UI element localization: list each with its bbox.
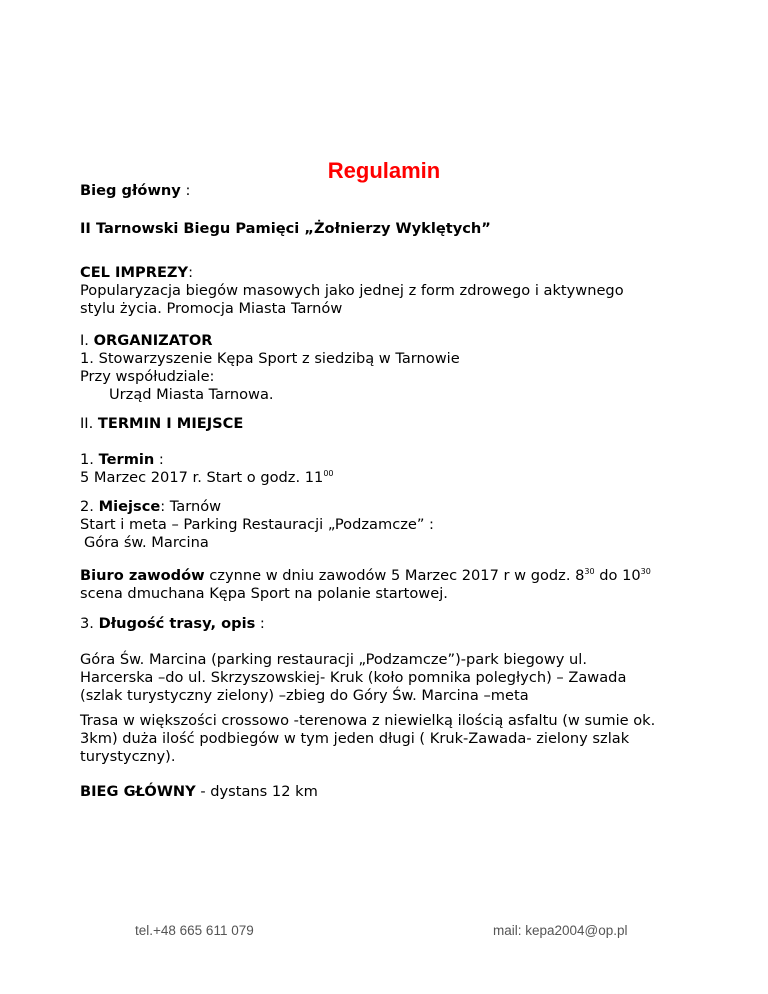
organizer-line-2: Przy współudziale: [80,368,215,385]
term-place-number: II. [80,415,98,432]
place-text: : Tarnów [160,498,222,515]
office-line-2: scena dmuchana Kępa Sport na polanie startowej. [80,585,448,602]
office-label: Biuro zawodów [80,567,205,584]
footer-mail: mail: kepa2004@op.pl [493,923,628,938]
goal-line-2: stylu życia. Promocja Miasta Tarnów [80,300,343,317]
route-colon: : [255,615,265,632]
route-p2-line-2: 3km) duża ilość podbiegów w tym jeden długi ( Kruk-Zawada- zielony szlak [80,730,630,747]
term-section [80,451,720,487]
goal-line-1: Popularyzacja biegów masowych jako jednej z form zdrowego i aktywnego [80,282,624,299]
office-mid: do 10 [594,567,641,584]
race-name-line [80,220,720,238]
main-race-label: BIEG GŁÓWNY [80,783,196,800]
goal-heading: CEL IMPREZY [80,264,189,281]
place-label: Miejsce [98,498,161,515]
route-p2-line-1: Trasa w większości crossowo -terenowa z niewielką ilością asfaltu (w sumie ok. [80,712,656,729]
route-number: 3. [80,615,99,632]
route-p1-line-1: Góra Św. Marcina (parking restauracji „Podzamcze”)-park biegowy ul. [80,651,587,668]
term-place-heading-line [80,415,720,433]
route-p2-line-3: turystyczny). [80,748,176,765]
office-text: czynne w dniu zawodów 5 Marzec 2017 r w godz. 8 [204,567,585,584]
office-section [80,567,720,603]
main-race-line [80,783,720,801]
race-label-line [80,182,720,200]
race-label: Bieg główny [80,182,181,199]
organizer-heading: ORGANIZATOR [93,332,213,349]
term-colon: : [154,451,164,468]
race-name: II Tarnowski Biegu Pamięci „Żołnierzy Wyklętych” [80,220,491,237]
term-place-heading: TERMIN I MIEJSCE [97,415,244,432]
route-p1-line-2: Harcerska –do ul. Skrzyszowskiej- Kruk (koło pomnika poległych) – Zawada [80,669,627,686]
route-label: Długość trasy, opis [98,615,256,632]
footer-phone: tel.+48 665 611 079 [135,923,254,938]
organizer-number: I. [80,332,94,349]
term-text: 5 Marzec 2017 r. Start o godz. 11 [80,469,324,486]
place-number: 2. [80,498,99,515]
office-sup-end: 30 [640,567,651,576]
place-line-3: Góra św. Marcina [84,534,209,551]
route-heading-line [80,615,720,633]
document-title: Regulamin [327,158,441,183]
office-sup-start: 30 [584,567,595,576]
route-paragraph-2 [80,712,720,766]
term-label: Termin [98,451,155,468]
route-p1-line-3: (szlak turystyczny zielony) –zbieg do Góry Św. Marcina –meta [80,687,529,704]
route-paragraph-1 [80,651,720,705]
organizer-section [80,332,720,404]
term-number: 1. [80,451,99,468]
goal-section [80,264,720,318]
main-race-text: - dystans 12 km [195,783,318,800]
organizer-line-1: 1. Stowarzyszenie Kępa Sport z siedzibą w Tarnowie [80,350,460,367]
place-section [80,498,720,552]
organizer-line-3: Urząd Miasta Tarnowa. [109,386,274,403]
place-line-2: Start i meta – Parking Restauracji „Podzamcze” : [80,516,434,533]
race-label-colon: : [180,182,191,199]
term-time-sup: 00 [323,469,334,478]
goal-colon: : [188,264,193,281]
